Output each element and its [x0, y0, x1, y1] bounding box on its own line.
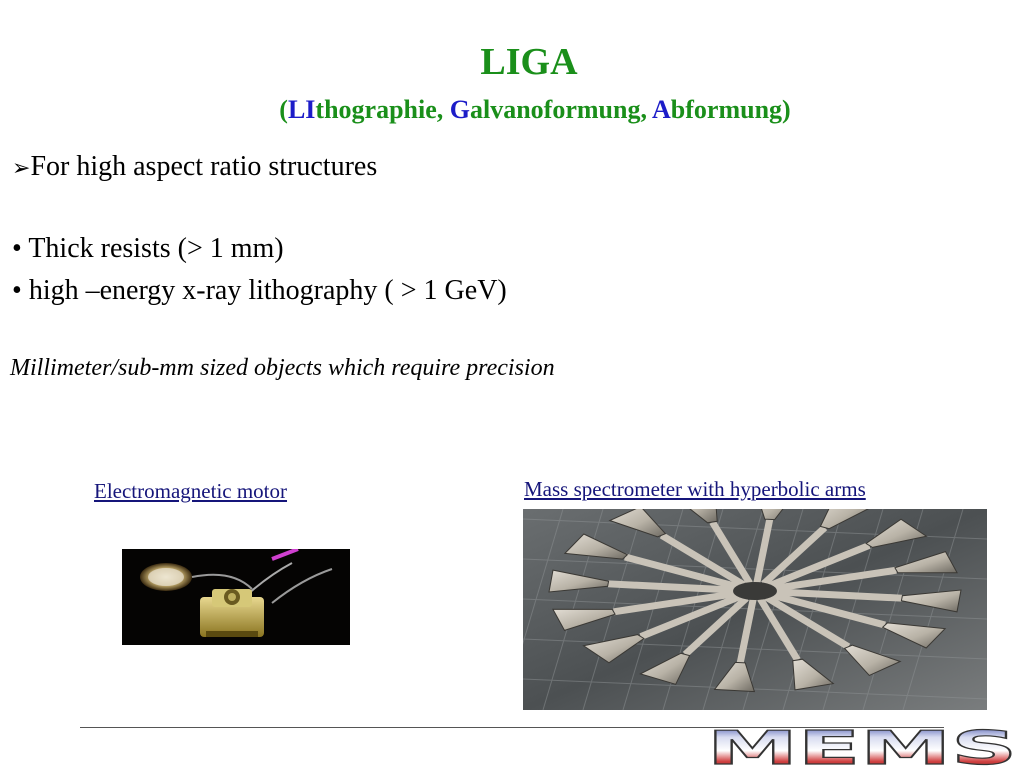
bullet-item — [12, 232, 284, 266]
subtitle-close-paren: ) — [782, 95, 791, 124]
mems-logo-graphic — [704, 726, 1020, 768]
arrow-bullet-text: For high aspect ratio structures — [30, 151, 378, 182]
motor-photo-image — [122, 549, 350, 645]
italic-note: Millimeter/sub-mm sized objects which require precision — [10, 355, 555, 381]
arrow-bullet-icon: ➢ — [12, 156, 31, 181]
subtitle-word-galvanoformung: alvanoformung, — [469, 95, 653, 124]
spectrometer-photo — [523, 509, 987, 710]
subtitle-acronym-a: A — [652, 95, 671, 124]
mems-logo — [704, 726, 1020, 768]
motor-photo — [122, 549, 350, 645]
slide-subtitle — [0, 94, 1024, 126]
subtitle-word-lithographie: thographie, — [315, 95, 450, 124]
bullet-text: Thick resists (> 1 mm) — [28, 233, 284, 264]
bullet-item — [12, 274, 507, 308]
subtitle-word-abformung: bformung — [670, 95, 783, 124]
caption-electromagnetic-motor[interactable]: Electromagnetic motor — [94, 479, 288, 503]
caption-mass-spectrometer[interactable]: Mass spectrometer with hyperbolic arms — [524, 477, 866, 501]
slide-title: LIGA — [480, 41, 578, 83]
bullet-dot: • — [12, 233, 22, 264]
subtitle-acronym-li: LI — [287, 95, 316, 124]
subtitle-acronym-g: G — [449, 95, 470, 124]
svg-text:MEMS: MEMS — [707, 726, 1017, 768]
bullet-text: high –energy x-ray lithography ( > 1 GeV) — [28, 275, 507, 306]
arrow-bullet-line — [12, 150, 377, 186]
subtitle-open-paren: ( — [279, 95, 288, 124]
spectrometer-photo-image — [523, 509, 987, 710]
bullet-dot: • — [12, 275, 22, 306]
